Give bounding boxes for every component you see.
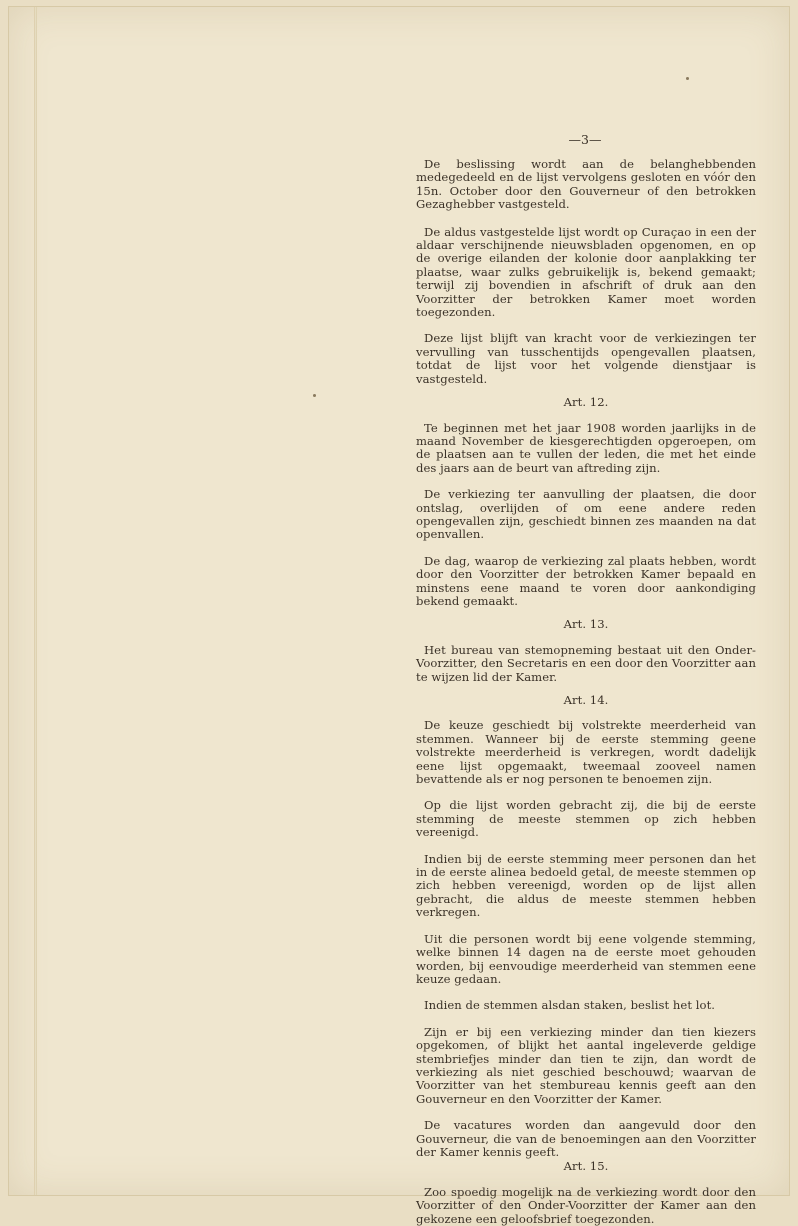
paragraph: De vacatures worden dan aangevuld door den Gouverneur, die van de benoemingen aan den Voorzitter der Kamer kennis geeft.: [416, 1118, 756, 1159]
article-heading: Art. 12.: [563, 395, 609, 410]
paragraph: Uit die personen wordt bij eene volgende stemming, welke binnen 14 dagen na de eerste moet gehouden worden, bij eenvoudige meerderheid van stemmen eene keuze gedaan.: [416, 931, 756, 986]
paragraph: Het bureau van stemopneming bestaat uit den Onder-Voorzitter, den Secretaris en een door den Voorzitter aan te wijzen lid der Kamer.: [416, 642, 756, 684]
paper-speck: [313, 394, 316, 397]
paragraph: Te beginnen met het jaar 1908 worden jaarlijks in de maand November de kiesgerechtigden opgeroepen, om de plaatsen aan te vullen der leden, die met het einde des jaars aan de beurt van aftreding zijn.: [416, 420, 756, 475]
paragraph: Deze lijst blijft van kracht voor de verkiezingen ter vervulling van tusschentijds opengevallen plaatsen, totdat de lijst voor het volgende dienstjaar is vastgesteld.: [416, 331, 756, 386]
paragraph: De dag, waarop de verkiezing zal plaats hebben, wordt door den Voorzitter der betrokken Kamer bepaald en minstens eene maand te voren door aankondiging bekend gemaakt.: [416, 553, 756, 608]
paragraph: Zijn er bij een verkiezing minder dan tien kiezers opgekomen, of blijkt het aantal ingeleverde geldige stembriefjes minder dan tien te zijn, dan wordt de verkiezing als niet geschied beschouwd; waarvan de Voorzitter van het stembureau kennis geeft aan den Gouverneur en den Voorzitter der Kamer.: [416, 1024, 756, 1106]
paragraph: Zoo spoedig mogelijk na de verkiezing wordt door den Voorzitter of den Onder-Voorzitter der Kamer aan den gekozene een geloofsbrief toegezonden.: [416, 1184, 756, 1226]
article-heading: Art. 14.: [563, 693, 609, 707]
paragraph: De keuze geschiedt bij volstrekte meerderheid van stemmen. Wanneer bij de eerste stemming geene volstrekte meerderheid is verkregen, wordt dadelijk eene lijst opgemaakt, tweemaal zooveel namen bevattende als er nog personen te benoemen zijn.: [416, 718, 756, 787]
paragraph: De verkiezing ter aanvulling der plaatsen, die door ontslag, overlijden of om eene andere reden opengevallen zijn, geschiedt binnen zes maanden na dat openvallen.: [416, 487, 756, 542]
paper-speck: [686, 77, 689, 80]
page-fold: [34, 7, 37, 1195]
text-column: [416, 132, 756, 1226]
article-heading: Art. 13.: [563, 617, 609, 632]
paragraph: Indien bij de eerste stemming meer personen dan het in de eerste alinea bedoeld getal, de meeste stemmen op zich hebben vereenigd, worden op de lijst allen gebracht, die aldus de meeste stemmen hebben verkregen.: [416, 851, 756, 920]
article-heading: Art. 15.: [563, 1159, 609, 1174]
paragraph: De aldus vastgestelde lijst wordt op Curaçao in een der aldaar verschijnende nieuwsbladen opgenomen, en op de overige eilanden der kolonie door aanplakking ter plaatse, waar zulks gebruikelijk is, bekend gemaakt; terwijl zij bovendien in afschrift of druk aan den Voorzitter der betrokken Kamer moet worden toegezonden.: [416, 224, 756, 320]
paragraph: Op die lijst worden gebracht zij, die bij de eerste stemming de meeste stemmen op zich hebben vereenigd.: [416, 798, 756, 840]
page-number: —3—: [568, 132, 602, 147]
paragraph: Indien de stemmen alsdan staken, beslist het lot.: [424, 998, 716, 1013]
paragraph: De beslissing wordt aan de belanghebbenden medegedeeld en de lijst vervolgens gesloten en vóór den 15n. October door den Gouverneur of den betrokken Gezaghebber vastgesteld.: [416, 157, 756, 212]
